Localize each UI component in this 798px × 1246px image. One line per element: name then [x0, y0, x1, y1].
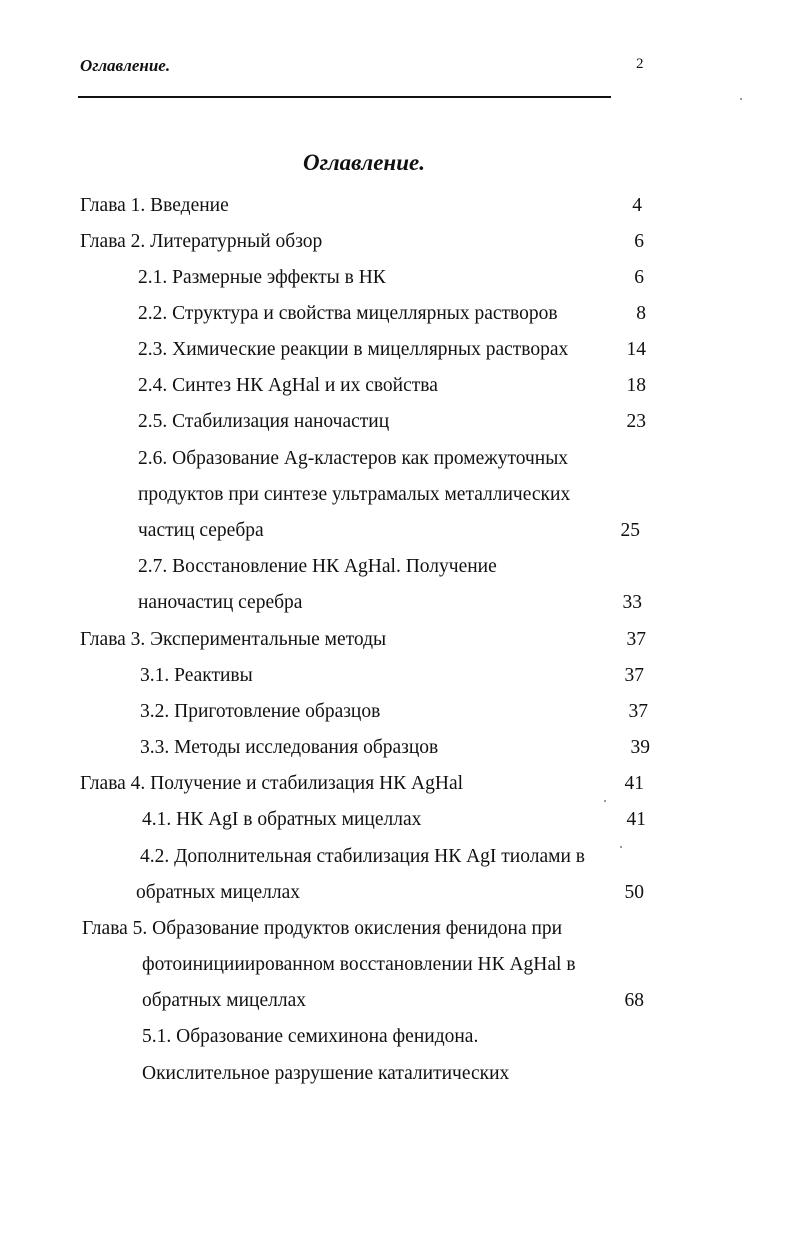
- toc-page-number: 25: [620, 520, 640, 541]
- running-header-title: Оглавление.: [80, 56, 171, 75]
- toc-entry-section: 2.1. Размерные эффекты в НК: [138, 267, 386, 288]
- toc-entry-section: 5.1. Образование семихинона фенидона.: [142, 1026, 479, 1047]
- toc-page-number: 18: [626, 375, 646, 396]
- toc-entry-continuation: продуктов при синтезе ультрамалых металлических: [138, 484, 571, 505]
- toc-entry-section: 2.6. Образование Ag-кластеров как промежуточных: [138, 448, 569, 469]
- toc-page-number: 23: [626, 411, 646, 432]
- toc-page-number: 4: [632, 195, 642, 216]
- toc-title: Оглавление.: [303, 150, 425, 175]
- page-number: 2: [636, 56, 644, 72]
- toc-entry-continuation: фотоиницииированном восстановлении НК AgHal в: [142, 954, 576, 975]
- toc-page-number: 14: [626, 339, 646, 360]
- toc-page-number: 37: [624, 665, 644, 686]
- toc-entry-chapter-2: Глава 2. Литературный обзор: [80, 231, 323, 252]
- toc-page-number: 6: [634, 231, 644, 252]
- toc-entry-continuation: частиц серебра: [138, 520, 264, 541]
- scan-speck: [604, 800, 606, 802]
- toc-entry-continuation: обратных мицеллах: [142, 990, 306, 1011]
- header-rule: [78, 96, 611, 98]
- scan-speck: [740, 98, 742, 100]
- toc-page-number: 6: [634, 267, 644, 288]
- toc-page-number: 41: [626, 809, 646, 830]
- toc-entry-section: 2.7. Восстановление НК AgHal. Получение: [138, 556, 497, 577]
- toc-entry-section: 2.4. Синтез НК AgHal и их свойства: [138, 375, 438, 396]
- toc-entry-continuation: обратных мицеллах: [136, 882, 300, 903]
- toc-page-number: 68: [624, 990, 644, 1011]
- toc-entry-section: 3.1. Реактивы: [140, 665, 253, 686]
- toc-page-number: 8: [636, 303, 646, 324]
- toc-entry-chapter-1: Глава 1. Введение: [80, 195, 229, 216]
- toc-entry-section: 2.5. Стабилизация наночастиц: [138, 411, 390, 432]
- toc-entry-continuation: наночастиц серебра: [138, 592, 303, 613]
- toc-entry-chapter-5: Глава 5. Образование продуктов окисления фенидона при: [82, 918, 563, 939]
- toc-entry-section: 4.1. НК AgI в обратных мицеллах: [142, 809, 422, 830]
- toc-page-number: 41: [624, 773, 644, 794]
- toc-entry-chapter-3: Глава 3. Экспериментальные методы: [80, 629, 387, 650]
- toc-entry-section: 2.3. Химические реакции в мицеллярных растворах: [138, 339, 569, 360]
- toc-entry-continuation: Окислительное разрушение каталитических: [142, 1063, 510, 1084]
- toc-page-number: 33: [622, 592, 642, 613]
- toc-entry-chapter-4: Глава 4. Получение и стабилизация НК AgHal: [80, 773, 464, 794]
- toc-entry-section: 2.2. Структура и свойства мицеллярных растворов: [138, 303, 558, 324]
- scan-speck: [620, 846, 622, 848]
- toc-page-number: 50: [624, 882, 644, 903]
- toc-page-number: 37: [626, 629, 646, 650]
- toc-entry-section: 4.2. Дополнительная стабилизация НК AgI тиолами в: [140, 846, 585, 867]
- toc-entry-section: 3.3. Методы исследования образцов: [140, 737, 439, 758]
- toc-entry-section: 3.2. Приготовление образцов: [140, 701, 381, 722]
- toc-page-number: 39: [630, 737, 650, 758]
- toc-page-number: 37: [628, 701, 648, 722]
